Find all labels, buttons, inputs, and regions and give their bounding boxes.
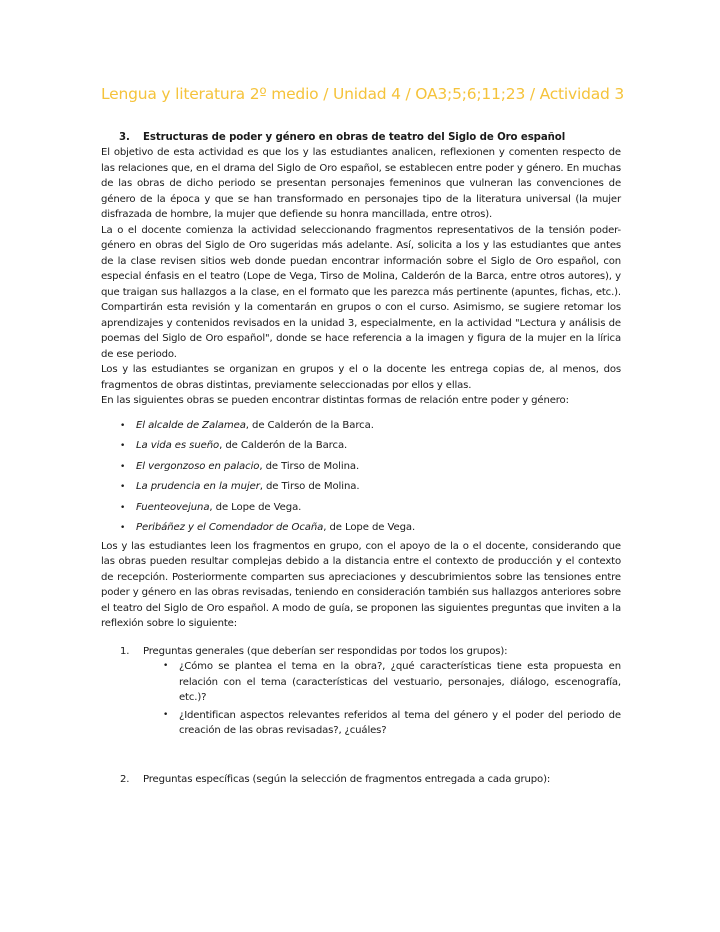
questions-list bbox=[101, 644, 621, 788]
bullet-icon: • bbox=[163, 661, 169, 671]
general-questions-sublist bbox=[143, 659, 621, 739]
section-number: 3. bbox=[119, 132, 130, 143]
work-title: La vida es sueño bbox=[136, 440, 220, 451]
list-item bbox=[163, 708, 621, 739]
list-item bbox=[120, 457, 621, 478]
list-item bbox=[120, 436, 621, 457]
work-author: , de Calderón de la Barca. bbox=[245, 419, 374, 431]
paragraph-reading: Los y las estudiantes leen los fragmentos en grupo, con el apoyo de la o el docente, considerando que las obras pueden resultar complejas debido a la distancia entre el contexto de producción y el contexto de recepción. Posteriormente comparten sus apreciaciones y descubrimientos sobre las tensiones entre poder y género en las obras revisadas, teniendo en consideración también sus hallazgos anteriores sobre el teatro del Siglo de Oro español. A modo de guía, se proponen las siguientes preguntas que inviten a la reflexión sobre lo siguiente: bbox=[101, 540, 621, 629]
document-page bbox=[101, 80, 625, 787]
work-title: Peribáñez y el Comendador de Ocaña bbox=[136, 522, 324, 533]
list-item bbox=[120, 416, 621, 437]
bullet-icon: • bbox=[120, 441, 126, 451]
paragraph-teacher-start: La o el docente comienza la actividad seleccionando fragmentos representativos de la tensión poder-género en obras del Siglo de Oro sugeridas más adelante. Así, solicita a los y las estudiantes que antes de la clase revisen sitios web donde puedan encontrar información sobre el Siglo de Oro español, con especial énfasis en el teatro (Lope de Vega, Tirso de Molina, Calderón de la Barca, entre otros autores), y que traigan sus hallazgos a la clase, en el formato que les parezca más pertinente (apuntes, fichas, etc.). Compartirán esta revisión y la comentarán en grupos o con el curso. Asimismo, se sugiere retomar los aprendizajes y contenidos revisados en la unidad 3, especialmente, en la actividad "Lectura y análisis de poemas del Siglo de Oro español", donde se hace referencia a la imagen y figura de la mujer en la lírica de ese periodo. bbox=[101, 224, 621, 360]
work-title: La prudencia en la mujer bbox=[136, 481, 260, 492]
work-title: El vergonzoso en palacio bbox=[136, 460, 260, 472]
question-group-label: Preguntas generales (que deberían ser respondidas por todos los grupos): bbox=[143, 645, 508, 657]
section-title bbox=[101, 131, 621, 145]
works-list bbox=[101, 416, 621, 539]
list-item bbox=[120, 477, 621, 498]
question-group-general bbox=[120, 644, 621, 739]
list-item bbox=[120, 498, 621, 519]
paragraph-works-intro: En las siguientes obras se pueden encontrar distintas formas de relación entre poder y género: bbox=[101, 395, 569, 406]
question-number: 2. bbox=[120, 773, 130, 785]
work-author: , de Lope de Vega. bbox=[323, 522, 416, 533]
work-author: , de Tirso de Molina. bbox=[259, 460, 360, 472]
question-group-label: Preguntas específicas (según la selección de fragmentos entregada a cada grupo): bbox=[143, 773, 551, 785]
question-text: ¿Identifican aspectos relevantes referidos al tema del género y el poder del periodo de creación de las obras revisadas?, ¿cuáles? bbox=[179, 709, 621, 736]
list-item bbox=[163, 659, 621, 706]
work-title: El alcalde de Zalamea bbox=[136, 419, 246, 431]
bullet-icon: • bbox=[120, 502, 126, 513]
work-author: , de Lope de Vega. bbox=[209, 501, 302, 513]
work-author: , de Tirso de Molina. bbox=[259, 481, 360, 492]
bullet-icon: • bbox=[120, 523, 126, 533]
question-number: 1. bbox=[120, 645, 130, 657]
document-breadcrumb-header: Lengua y literatura 2º medio / Unidad 4 / OA3;5;6;11;23 / Actividad 3 bbox=[101, 85, 625, 103]
question-group-specific bbox=[120, 772, 621, 788]
question-text: ¿Cómo se plantea el tema en la obra?, ¿qué características tiene esta propuesta en relación con el tema (características del vestuario, personajes, diálogo, escenografía, etc.)? bbox=[179, 661, 621, 703]
bullet-icon: • bbox=[120, 482, 126, 492]
work-author: , de Calderón de la Barca. bbox=[219, 440, 348, 451]
list-item bbox=[120, 518, 621, 539]
bullet-icon: • bbox=[120, 461, 126, 472]
bullet-icon: • bbox=[120, 420, 126, 431]
bullet-icon: • bbox=[163, 709, 169, 720]
work-title: Fuenteovejuna bbox=[136, 501, 210, 513]
paragraph-objective: El objetivo de esta actividad es que los y las estudiantes analicen, reflexionen y comenten respecto de las relaciones que, en el drama del Siglo de Oro español, se establecen entre poder y género. En muchas de las obras de dicho periodo se presentan personajes femeninos que vulneran las convenciones de género de la época y que se han transformado en personajes tipo de la literatura universal (la mujer disfrazada de hombre, la mujer que defiende su honra mancillada, entre otros). bbox=[101, 147, 621, 220]
section-title-text: Estructuras de poder y género en obras de teatro del Siglo de Oro español bbox=[143, 132, 566, 143]
paragraph-groups: Los y las estudiantes se organizan en grupos y el o la docente les entrega copias de, al menos, dos fragmentos de obras distintas, previamente seleccionadas por ellos y ellas. bbox=[101, 364, 621, 391]
